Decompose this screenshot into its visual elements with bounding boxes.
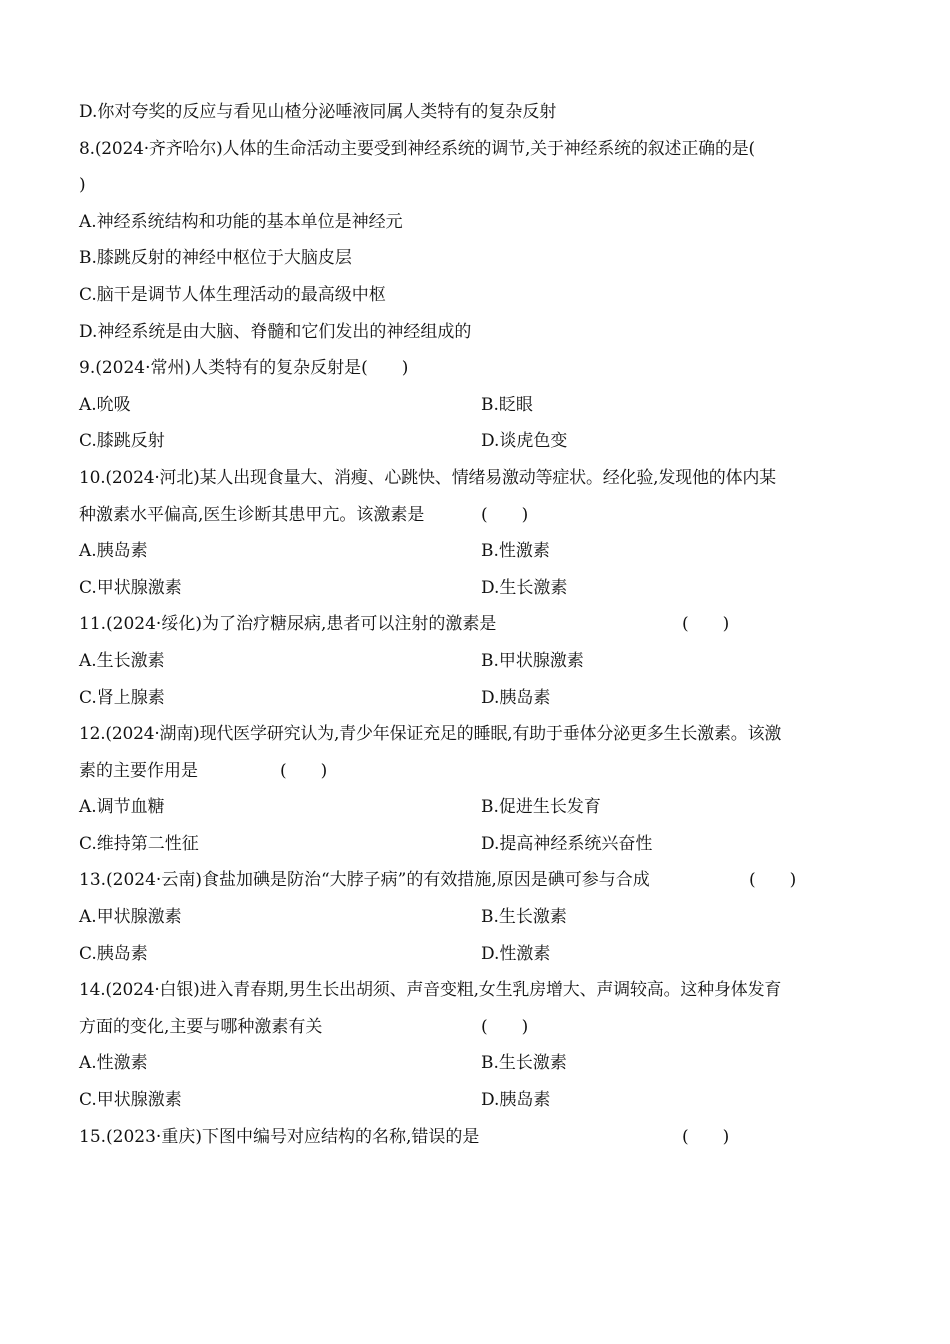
q10-option-d: D.生长激素 [481, 577, 568, 598]
q12-options-row1 [79, 789, 874, 826]
q12-option-c: C.维持第二性征 [79, 833, 199, 854]
q15-stem-row [79, 1119, 874, 1156]
q13-option-c: C.胰岛素 [79, 943, 148, 964]
q13-stem-row [79, 862, 874, 899]
q13-option-d: D.性激素 [481, 943, 551, 964]
q11-stem: 11.(2024·绥化)为了治疗糖尿病,患者可以注射的激素是 [79, 614, 497, 635]
q11-options-row1 [79, 643, 874, 680]
q10-stem-line1: 10.(2024·河北)某人出现食量大、消瘦、心跳快、情绪易激动等症状。经化验,发现他的体内某 [79, 467, 776, 488]
q9-options-row1 [79, 387, 874, 424]
q10-stem-line2: 种激素水平偏高,医生诊断其患甲亢。该激素是 [79, 504, 425, 525]
q12-answer-paren: ( ) [280, 760, 328, 781]
q10-options-row1 [79, 533, 874, 570]
q15-answer-paren: ( ) [682, 1126, 730, 1147]
q11-answer-paren: ( ) [682, 614, 730, 635]
q10-option-c: C.甲状腺激素 [79, 577, 182, 598]
q9-option-c: C.膝跳反射 [79, 431, 165, 452]
q11-option-c: C.肾上腺素 [79, 687, 165, 708]
q12-option-b: B.促进生长发育 [481, 797, 601, 818]
q8-option-d: D.神经系统是由大脑、脊髓和它们发出的神经组成的 [79, 321, 472, 342]
q8-option-b: B.膝跳反射的神经中枢位于大脑皮层 [79, 248, 352, 269]
q10-option-b: B.性激素 [481, 541, 550, 562]
q13-answer-paren: ( ) [749, 870, 797, 891]
q13-option-a: A.甲状腺激素 [79, 907, 182, 928]
q14-stem-line2-row [79, 1009, 874, 1046]
q14-options-row1 [79, 1045, 874, 1082]
q11-options-row2 [79, 680, 874, 717]
q12-options-row2 [79, 826, 874, 863]
q9-option-d: D.谈虎色变 [481, 431, 568, 452]
q9-options-row2 [79, 423, 874, 460]
q8-option-c: C.脑干是调节人体生理活动的最高级中枢 [79, 284, 386, 305]
q14-options-row2 [79, 1082, 874, 1119]
q14-answer-paren: ( ) [481, 1016, 529, 1037]
document-page [79, 94, 874, 1155]
q10-answer-paren: ( ) [481, 504, 529, 525]
q8-stem-line1: 8.(2024·齐齐哈尔)人体的生命活动主要受到神经系统的调节,关于神经系统的叙述正确的是( [79, 138, 755, 159]
q10-options-row2 [79, 570, 874, 607]
q11-stem-row [79, 606, 874, 643]
q7-option-d: D.你对夸奖的反应与看见山楂分泌唾液同属人类特有的复杂反射 [79, 102, 557, 122]
q9-option-a: A.吮吸 [79, 394, 131, 415]
q13-option-b: B.生长激素 [481, 907, 567, 928]
q12-option-d: D.提高神经系统兴奋性 [481, 833, 653, 854]
q12-stem-line2-row [79, 753, 874, 790]
q9-stem: 9.(2024·常州)人类特有的复杂反射是( ) [79, 358, 409, 379]
q11-option-a: A.生长激素 [79, 650, 165, 671]
q13-options-row2 [79, 936, 874, 973]
q11-option-d: D.胰岛素 [481, 687, 551, 708]
q8-option-a: A.神经系统结构和功能的基本单位是神经元 [79, 211, 403, 232]
q9-option-b: B.眨眼 [481, 394, 533, 415]
q13-options-row1 [79, 899, 874, 936]
q14-option-d: D.胰岛素 [481, 1090, 551, 1111]
q12-stem-line1: 12.(2024·湖南)现代医学研究认为,青少年保证充足的睡眠,有助于垂体分泌更多生长激素。该激 [79, 724, 782, 745]
q13-stem: 13.(2024·云南)食盐加碘是防治“大脖子病”的有效措施,原因是碘可参与合成 [79, 870, 650, 891]
q10-option-a: A.胰岛素 [79, 541, 148, 562]
q14-option-a: A.性激素 [79, 1053, 148, 1074]
q15-stem: 15.(2023·重庆)下图中编号对应结构的名称,错误的是 [79, 1126, 480, 1147]
q10-stem-line2-row [79, 497, 874, 534]
q11-option-b: B.甲状腺激素 [481, 650, 584, 671]
q14-stem-line1: 14.(2024·白银)进入青春期,男生长出胡须、声音变粗,女生乳房增大、声调较高。这种身体发育 [79, 980, 782, 1001]
q14-stem-line2: 方面的变化,主要与哪种激素有关 [79, 1016, 323, 1037]
q14-option-c: C.甲状腺激素 [79, 1090, 182, 1111]
q14-option-b: B.生长激素 [481, 1053, 567, 1074]
q12-option-a: A.调节血糖 [79, 797, 165, 818]
q12-stem-line2: 素的主要作用是 [79, 760, 198, 781]
q8-stem-line2: ) [79, 175, 86, 196]
